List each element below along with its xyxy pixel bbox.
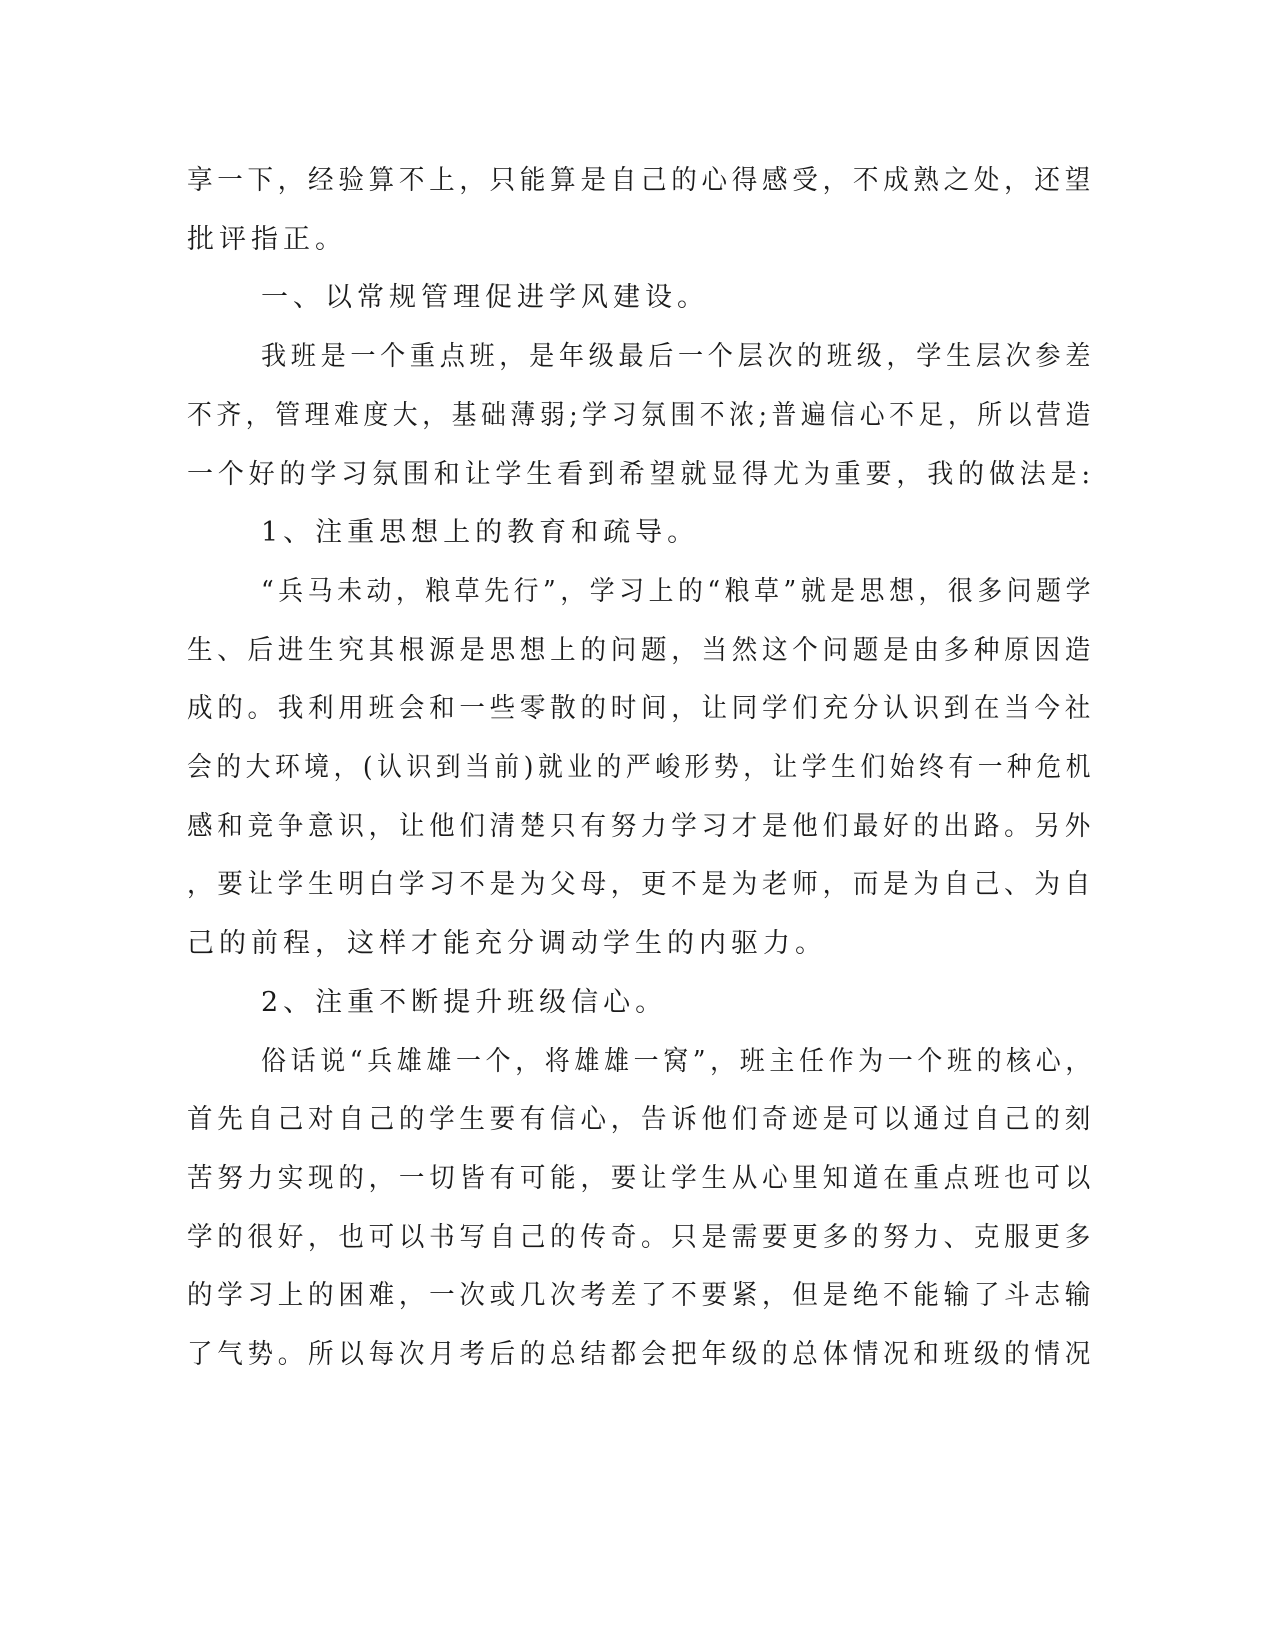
- text-line: 学的很好，也可以书写自己的传奇。只是需要更多的努力、克服更多: [187, 1222, 1095, 1253]
- text-line: “兵马未动，粮草先行”，学习上的“粮草”就是思想，很多问题学: [261, 576, 1096, 607]
- text-line: 成的。我利用班会和一些零散的时间，让同学们充分认识到在当今社: [187, 693, 1095, 724]
- text-line: 一、以常规管理促进学风建设。: [261, 282, 709, 313]
- text-line: 我班是一个重点班，是年级最后一个层次的班级，学生层次参差: [261, 341, 1095, 372]
- text-line: 一个好的学习氛围和让学生看到希望就显得尤为重要，我的做法是:: [187, 459, 1096, 490]
- text-line: 了气势。所以每次月考后的总结都会把年级的总体情况和班级的情况: [187, 1339, 1095, 1370]
- text-line: 生、后进生究其根源是思想上的问题，当然这个问题是由多种原因造: [187, 635, 1095, 666]
- text-line: 享一下，经验算不上，只能算是自己的心得感受，不成熟之处，还望: [187, 165, 1095, 196]
- text-line: ，要让学生明白学习不是为父母，更不是为老师，而是为自己、为自: [187, 869, 1095, 900]
- text-line: 俗话说“兵雄雄一个，将雄雄一窝”，班主任作为一个班的核心，: [261, 1046, 1095, 1077]
- text-line: 首先自己对自己的学生要有信心，告诉他们奇迹是可以通过自己的刻: [187, 1104, 1095, 1135]
- text-line: 会的大环境，(认识到当前)就业的严峻形势，让学生们始终有一种危机: [187, 752, 1096, 783]
- text-line: 2、注重不断提升班级信心。: [261, 987, 668, 1018]
- text-line: 感和竞争意识，让他们清楚只有努力学习才是他们最好的出路。另外: [187, 811, 1095, 842]
- text-line: 不齐，管理难度大，基础薄弱;学习氛围不浓;普遍信心不足，所以营造: [187, 400, 1095, 431]
- text-line: 1、注重思想上的教育和疏导。: [261, 517, 700, 548]
- text-line: 的学习上的困难，一次或几次考差了不要紧，但是绝不能输了斗志输: [187, 1280, 1095, 1311]
- text-line: 己的前程，这样才能充分调动学生的内驱力。: [187, 928, 827, 959]
- text-line: 批评指正。: [187, 224, 347, 255]
- text-line: 苦努力实现的，一切皆有可能，要让学生从心里知道在重点班也可以: [187, 1163, 1095, 1194]
